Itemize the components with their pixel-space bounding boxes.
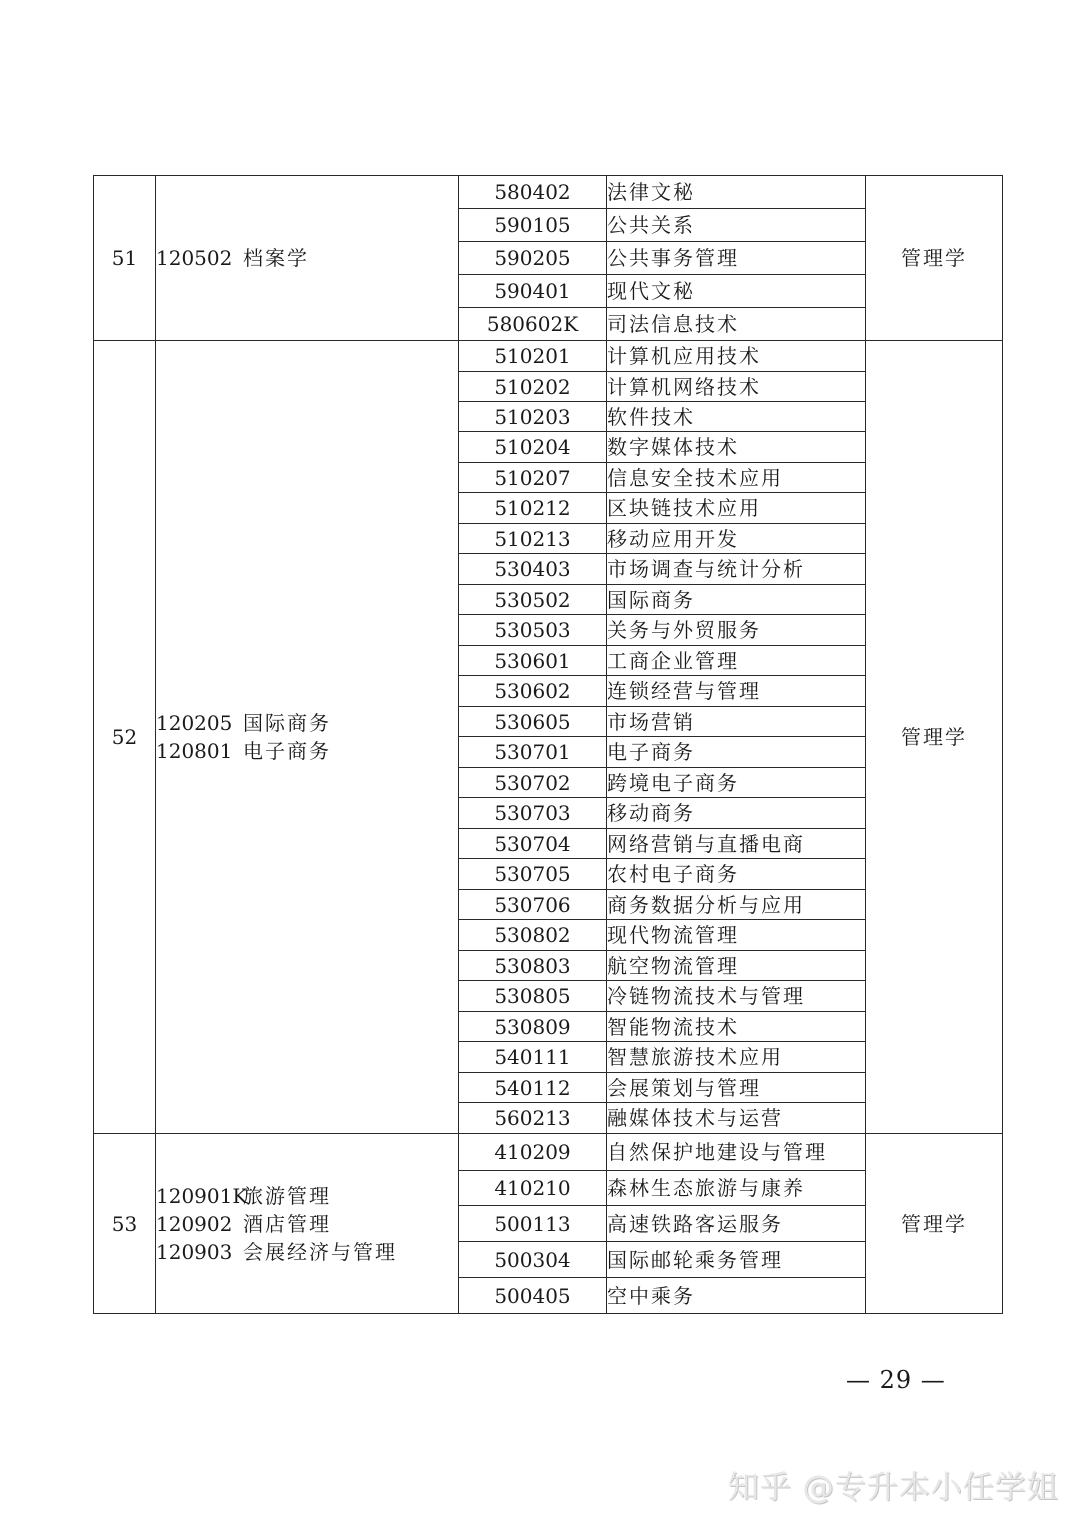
undergrad-major-code: 120902 [156, 1211, 233, 1236]
vocational-major-name: 跨境电子商务 [607, 768, 866, 798]
vocational-major-code: 580602K [459, 308, 607, 341]
vocational-major-name: 智能物流技术 [607, 1012, 866, 1042]
vocational-major-code: 540112 [459, 1073, 607, 1103]
vocational-major-code: 560213 [459, 1103, 607, 1134]
vocational-major-name: 公共关系 [607, 209, 866, 242]
vocational-major-code: 410210 [459, 1171, 607, 1206]
vocational-major-code: 510213 [459, 524, 607, 554]
vocational-major-code: 590105 [459, 209, 607, 242]
undergrad-major-name: 电子商务 [243, 739, 331, 763]
undergrad-major-code: 120903 [156, 1239, 233, 1264]
vocational-major-code: 510204 [459, 432, 607, 463]
vocational-major-name: 智慧旅游技术应用 [607, 1042, 866, 1073]
discipline-category: 管理学 [866, 176, 1003, 341]
table-row [94, 341, 1003, 372]
vocational-major-name: 融媒体技术与运营 [607, 1103, 866, 1134]
vocational-major-name: 数字媒体技术 [607, 432, 866, 463]
vocational-major-code: 530809 [459, 1012, 607, 1042]
undergrad-major [156, 737, 458, 765]
vocational-major-code: 530706 [459, 890, 607, 920]
group-number: 53 [94, 1134, 156, 1314]
undergrad-major-code: 120205 [156, 711, 233, 735]
vocational-major-code: 500405 [459, 1278, 607, 1314]
undergrad-major-name: 档案学 [243, 246, 309, 270]
vocational-major-code: 530601 [459, 646, 607, 676]
vocational-major-code: 530702 [459, 768, 607, 798]
vocational-major-code: 510203 [459, 402, 607, 432]
undergrad-major [156, 709, 458, 737]
vocational-major-code: 530403 [459, 554, 607, 585]
vocational-major-code: 530502 [459, 585, 607, 615]
vocational-major-name: 移动商务 [607, 798, 866, 829]
vocational-major-code: 530703 [459, 798, 607, 829]
table-row [94, 176, 1003, 209]
vocational-major-name: 高速铁路客运服务 [607, 1206, 866, 1242]
vocational-major-code: 590205 [459, 242, 607, 275]
vocational-major-name: 法律文秘 [607, 176, 866, 209]
vocational-major-name: 电子商务 [607, 737, 866, 768]
vocational-major-code: 590401 [459, 275, 607, 308]
vocational-major-code: 530802 [459, 920, 607, 951]
vocational-major-name: 国际邮轮乘务管理 [607, 1242, 866, 1278]
vocational-major-name: 冷链物流技术与管理 [607, 981, 866, 1012]
undergrad-major-code: 120901K [156, 1183, 248, 1208]
vocational-major-name: 软件技术 [607, 402, 866, 432]
major-mapping-table [93, 175, 1003, 1314]
undergrad-major-name: 会展经济与管理 [243, 1239, 397, 1264]
undergrad-major-name: 旅游管理 [243, 1183, 331, 1208]
undergrad-major-name: 国际商务 [243, 711, 331, 735]
vocational-major-code: 580402 [459, 176, 607, 209]
vocational-major-name: 网络营销与直播电商 [607, 829, 866, 859]
undergrad-majors [156, 341, 459, 1134]
undergrad-major-name: 酒店管理 [243, 1211, 331, 1236]
discipline-category: 管理学 [866, 341, 1003, 1134]
undergrad-majors [156, 1134, 459, 1314]
vocational-major-name: 农村电子商务 [607, 859, 866, 890]
vocational-major-name: 会展策划与管理 [607, 1073, 866, 1103]
undergrad-major [156, 1238, 458, 1266]
vocational-major-name: 工商企业管理 [607, 646, 866, 676]
undergrad-majors [156, 176, 459, 341]
vocational-major-name: 市场营销 [607, 707, 866, 737]
table-row [94, 1134, 1003, 1171]
vocational-major-code: 500304 [459, 1242, 607, 1278]
vocational-major-name: 现代文秘 [607, 275, 866, 308]
vocational-major-name: 森林生态旅游与康养 [607, 1171, 866, 1206]
vocational-major-name: 信息安全技术应用 [607, 463, 866, 493]
vocational-major-code: 530503 [459, 615, 607, 646]
page-number: — 29 — [846, 1366, 946, 1394]
vocational-major-code: 510201 [459, 341, 607, 372]
vocational-major-name: 空中乘务 [607, 1278, 866, 1314]
vocational-major-name: 计算机应用技术 [607, 341, 866, 372]
vocational-major-name: 区块链技术应用 [607, 493, 866, 524]
vocational-major-code: 530805 [459, 981, 607, 1012]
vocational-major-code: 530605 [459, 707, 607, 737]
undergrad-major [156, 1182, 458, 1210]
vocational-major-code: 510207 [459, 463, 607, 493]
vocational-major-code: 530602 [459, 676, 607, 707]
vocational-major-code: 530803 [459, 951, 607, 981]
vocational-major-code: 530705 [459, 859, 607, 890]
watermark: 知乎 @专升本小任学姐 [728, 1470, 1059, 1506]
group-number: 51 [94, 176, 156, 341]
vocational-major-code: 540111 [459, 1042, 607, 1073]
vocational-major-name: 司法信息技术 [607, 308, 866, 341]
vocational-major-name: 公共事务管理 [607, 242, 866, 275]
undergrad-major [156, 1210, 458, 1238]
vocational-major-code: 510202 [459, 372, 607, 402]
vocational-major-code: 500113 [459, 1206, 607, 1242]
vocational-major-code: 530701 [459, 737, 607, 768]
discipline-category: 管理学 [866, 1134, 1003, 1314]
undergrad-major [156, 244, 458, 272]
vocational-major-code: 530704 [459, 829, 607, 859]
vocational-major-name: 现代物流管理 [607, 920, 866, 951]
vocational-major-name: 自然保护地建设与管理 [607, 1134, 866, 1171]
vocational-major-code: 510212 [459, 493, 607, 524]
group-number: 52 [94, 341, 156, 1134]
vocational-major-name: 市场调查与统计分析 [607, 554, 866, 585]
vocational-major-name: 连锁经营与管理 [607, 676, 866, 707]
vocational-major-name: 商务数据分析与应用 [607, 890, 866, 920]
undergrad-major-code: 120801 [156, 739, 233, 763]
vocational-major-name: 计算机网络技术 [607, 372, 866, 402]
vocational-major-name: 移动应用开发 [607, 524, 866, 554]
vocational-major-code: 410209 [459, 1134, 607, 1171]
vocational-major-name: 航空物流管理 [607, 951, 866, 981]
vocational-major-name: 国际商务 [607, 585, 866, 615]
vocational-major-name: 关务与外贸服务 [607, 615, 866, 646]
undergrad-major-code: 120502 [156, 246, 233, 270]
